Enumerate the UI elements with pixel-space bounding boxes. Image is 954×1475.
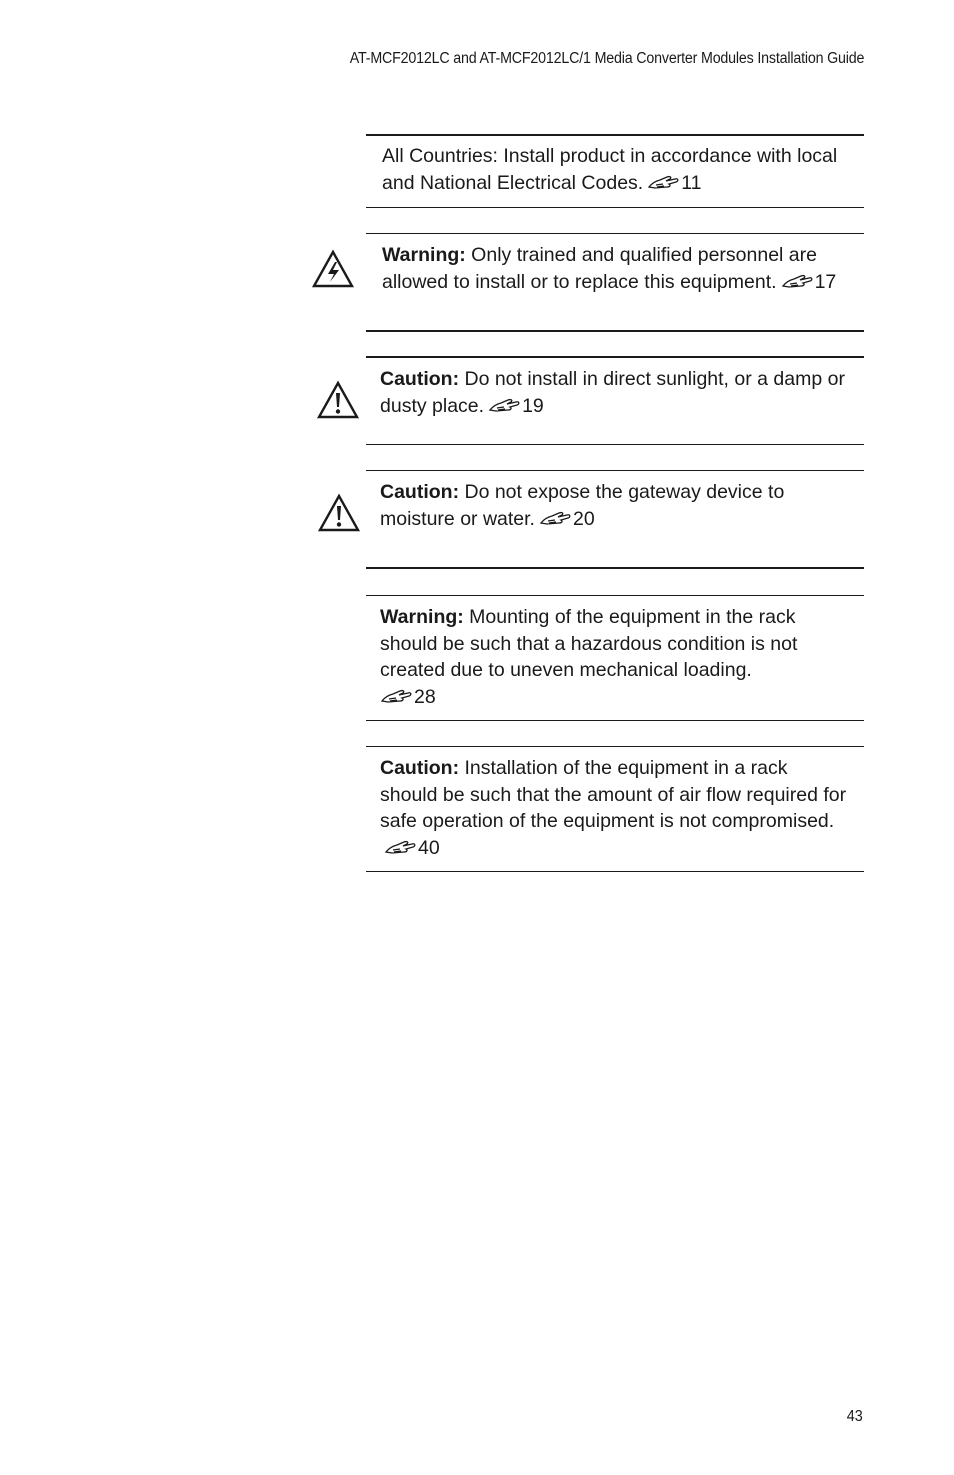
caution-icon — [316, 380, 360, 420]
notice-top-rule — [366, 356, 864, 358]
pointing-hand-icon — [380, 688, 414, 704]
notice-text: Mounting of the equipment in the rack should be such that a hazardous condition is not created due to uneven mechanical loading. — [380, 606, 798, 682]
notice-bottom-rule — [366, 330, 864, 332]
pointing-hand-icon — [488, 397, 522, 413]
notice-text: Do not expose the gateway device to moisture or water. — [380, 481, 785, 530]
notice-label: Caution: — [380, 368, 460, 390]
pointing-hand-icon — [781, 273, 815, 289]
notice-2 — [382, 242, 852, 295]
notice-label: Caution: — [380, 481, 460, 503]
notice-text: Installation of the equipment in a rack should be such that the amount of air flow required for safe operation of the equipment is not compromised. — [380, 757, 847, 833]
notice-label: Caution: — [380, 757, 460, 779]
notice-top-rule — [366, 470, 864, 471]
notice-ref: 17 — [814, 270, 837, 293]
notice-top-rule — [366, 746, 864, 747]
notice-top-rule — [366, 595, 864, 596]
notice-text: Do not install in direct sunlight, or a damp or dusty place. — [380, 368, 845, 417]
notice-bottom-rule — [366, 871, 864, 872]
notice-bottom-rule — [366, 207, 864, 208]
pointing-hand-icon — [384, 839, 418, 855]
notice-6 — [380, 755, 850, 861]
notice-top-rule — [366, 233, 864, 234]
notice-3 — [380, 366, 850, 419]
notice-top-rule — [366, 134, 864, 136]
notice-ref: 40 — [418, 836, 440, 859]
pointing-hand-icon — [647, 174, 681, 190]
page-header: AT-MCF2012LC and AT-MCF2012LC/1 Media Converter Modules Installation Guide — [349, 50, 864, 67]
notice-label: Warning: — [380, 606, 464, 628]
notice-ref: 19 — [522, 394, 544, 417]
caution-icon — [317, 493, 361, 533]
notice-bottom-rule — [366, 567, 864, 569]
notice-text: Only trained and qualified personnel are allowed to install or to replace this equipment. — [382, 244, 817, 293]
notice-1 — [382, 143, 852, 196]
notice-4 — [380, 479, 850, 532]
notice-ref: 28 — [414, 685, 436, 708]
notice-bottom-rule — [366, 444, 864, 445]
notice-ref: 11 — [681, 171, 702, 194]
notice-bottom-rule — [366, 720, 864, 721]
pointing-hand-icon — [539, 510, 573, 526]
notice-5 — [380, 604, 850, 710]
notice-text: All Countries: Install product in accordance with local and National Electrical Codes. — [382, 145, 838, 194]
notice-label: Warning: — [382, 244, 466, 266]
page-number: 43 — [846, 1408, 863, 1425]
electrical-warning-icon — [311, 249, 355, 289]
notice-ref: 20 — [572, 507, 595, 530]
